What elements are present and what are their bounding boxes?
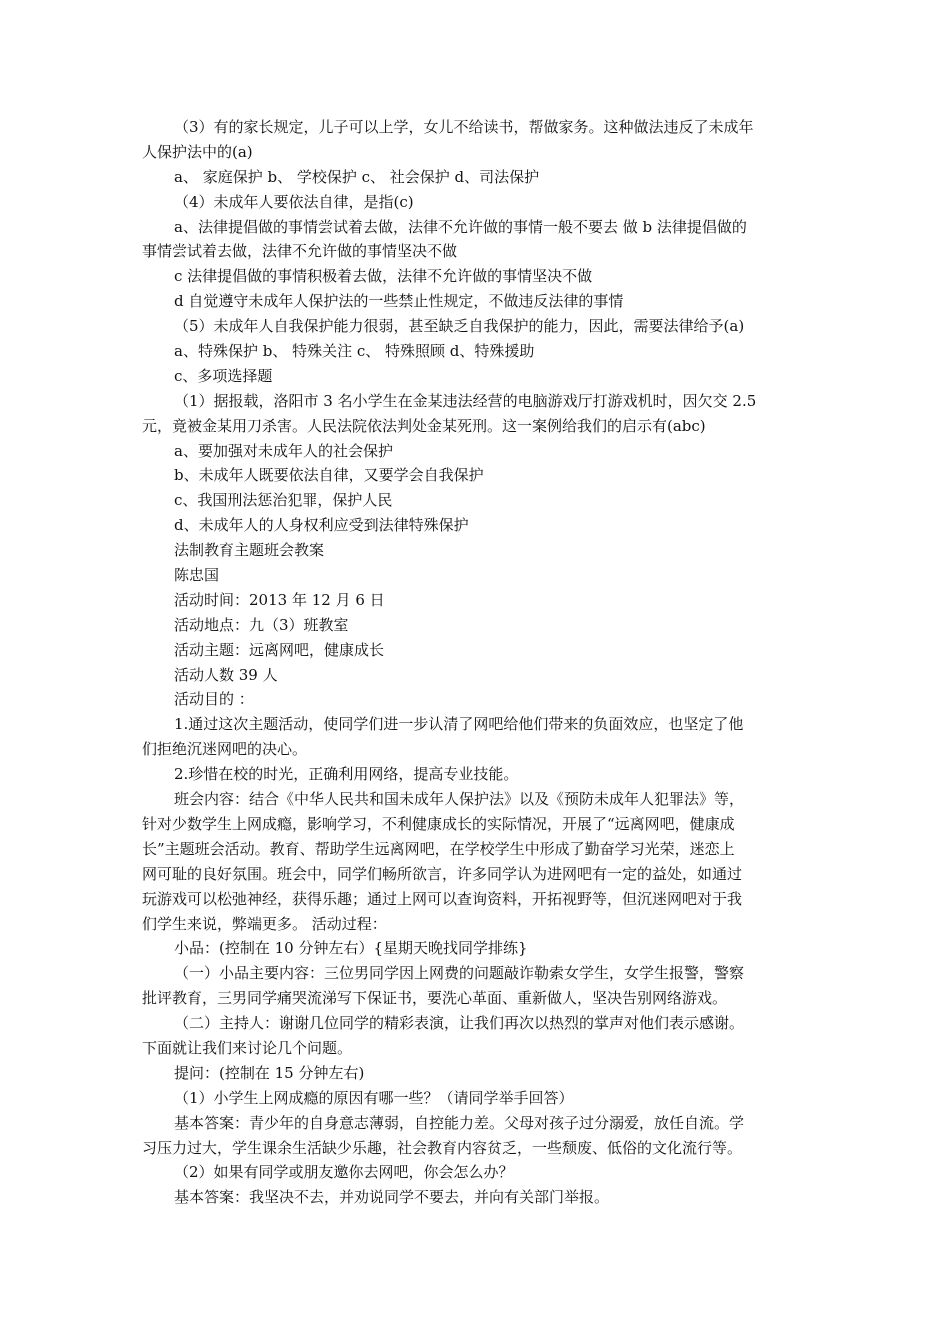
text-line: （4）未成年人要依法自律，是指(c) bbox=[174, 192, 414, 211]
text-line: 批评教育，三男同学痛哭流涕写下保证书，要洗心革面、重新做人，坚决告别网络游戏。 bbox=[142, 989, 728, 1008]
text-line: 玩游戏可以松弛神经，获得乐趣；通过上网可以查询资料，开拓视野等，但沉迷网吧对于我 bbox=[142, 889, 743, 908]
text-line: d、未成年人的人身权利应受到法律特殊保护 bbox=[174, 516, 469, 535]
text-line: d 自觉遵守未成年人保护法的一些禁止性规定，不做违反法律的事情 bbox=[174, 292, 624, 311]
text-line: 们学生来说，弊端更多。 活动过程： bbox=[142, 914, 387, 933]
text-line: 人保护法中的(a) bbox=[142, 142, 253, 161]
text-line: （二）主持人：谢谢几位同学的精彩表演，让我们再次以热烈的掌声对他们表示感谢。 bbox=[174, 1014, 745, 1033]
text-line: 基本答案：青少年的自身意志薄弱，自控能力差。父母对孩子过分溺爱，放任自流。学 bbox=[174, 1113, 745, 1132]
text-line: 元，竟被金某用刀杀害。人民法院依法判处金某死刑。这一案例给我们的启示有(abc) bbox=[142, 416, 706, 435]
text-line: 法制教育主题班会教案 bbox=[174, 541, 325, 560]
text-line: 事情尝试着去做，法律不允许做的事情坚决不做 bbox=[142, 242, 458, 261]
text-line: 长”主题班会活动。教育、帮助学生远离网吧，在学校学生中形成了勤奋学习光荣，迷恋上 bbox=[142, 839, 735, 858]
text-line: 1.通过这次主题活动，使同学们进一步认清了网吧给他们带来的负面效应，也坚定了他 bbox=[174, 715, 744, 734]
text-line: 下面就让我们来讨论几个问题。 bbox=[142, 1038, 353, 1057]
text-line: 陈忠国 bbox=[174, 566, 220, 585]
text-line: 习压力过大，学生课余生活缺少乐趣，社会教育内容贫乏，一些颓废、低俗的文化流行等。 bbox=[142, 1138, 743, 1157]
text-line: 基本答案：我坚决不去，并劝说同学不要去，并向有关部门举报。 bbox=[174, 1188, 610, 1207]
text-line: 活动时间：2013 年 12 月 6 日 bbox=[174, 590, 385, 609]
text-line: a、特殊保护 b、 特殊关注 c、 特殊照顾 d、特殊援助 bbox=[174, 342, 535, 361]
text-line: a、 家庭保护 b、 学校保护 c、 社会保护 d、司法保护 bbox=[174, 167, 540, 186]
text-line: 提问：(控制在 15 分钟左右) bbox=[174, 1063, 365, 1082]
text-line: 活动目的 ： bbox=[174, 690, 254, 709]
text-line: c、多项选择题 bbox=[174, 366, 273, 385]
text-line: （1）小学生上网成瘾的原因有哪一些？（请同学举手回答） bbox=[174, 1088, 574, 1107]
text-line: 班会内容：结合《中华人民共和国未成年人保护法》以及《预防未成年人犯罪法》等， bbox=[174, 790, 745, 809]
text-line: （2）如果有同学或朋友邀你去网吧，你会怎么办？ bbox=[174, 1163, 514, 1182]
text-line: c、我国刑法惩治犯罪，保护人民 bbox=[174, 491, 393, 510]
text-line: b、未成年人既要依法自律，又要学会自我保护 bbox=[174, 466, 484, 485]
text-line: 活动人数 39 人 bbox=[174, 665, 278, 684]
text-line: 针对少数学生上网成瘾，影响学习，不利健康成长的实际情况，开展了“远离网吧，健康成 bbox=[142, 814, 735, 833]
text-line: （3）有的家长规定，儿子可以上学，女儿不给读书，帮做家务。这种做法违反了未成年 bbox=[174, 118, 754, 136]
text-line: （一）小品主要内容：三位男同学因上网费的问题敲诈勒索女学生，女学生报警，警察 bbox=[174, 964, 745, 983]
text-line: 们拒绝沉迷网吧的决心。 bbox=[142, 740, 308, 759]
text-line: a、要加强对未成年人的社会保护 bbox=[174, 441, 393, 460]
text-line: a、法律提倡做的事情尝试着去做，法律不允许做的事情一般不要去 做 b 法律提倡做的 bbox=[174, 217, 747, 236]
document-body bbox=[142, 115, 812, 1210]
text-line: 2.珍惜在校的时光，正确利用网络，提高专业技能。 bbox=[174, 765, 519, 784]
text-line: 小品：(控制在 10 分钟左右）{星期天晚找同学排练} bbox=[174, 939, 528, 958]
text-line: c 法律提倡做的事情积极着去做，法律不允许做的事情坚决不做 bbox=[174, 267, 593, 286]
text-line: 网可耻的良好氛围。班会中，同学们畅所欲言，许多同学认为进网吧有一定的益处，如通过 bbox=[142, 864, 743, 883]
text-line: （5）未成年人自我保护能力很弱，甚至缺乏自我保护的能力，因此，需要法律给予(a) bbox=[174, 317, 745, 336]
text-line: （1）据报载，洛阳市 3 名小学生在金某违法经营的电脑游戏厅打游戏机时，因欠交 2.5 bbox=[174, 391, 757, 410]
text-line: 活动地点：九（3）班教室 bbox=[174, 615, 349, 634]
text-line: 活动主题：远离网吧，健康成长 bbox=[174, 640, 385, 659]
